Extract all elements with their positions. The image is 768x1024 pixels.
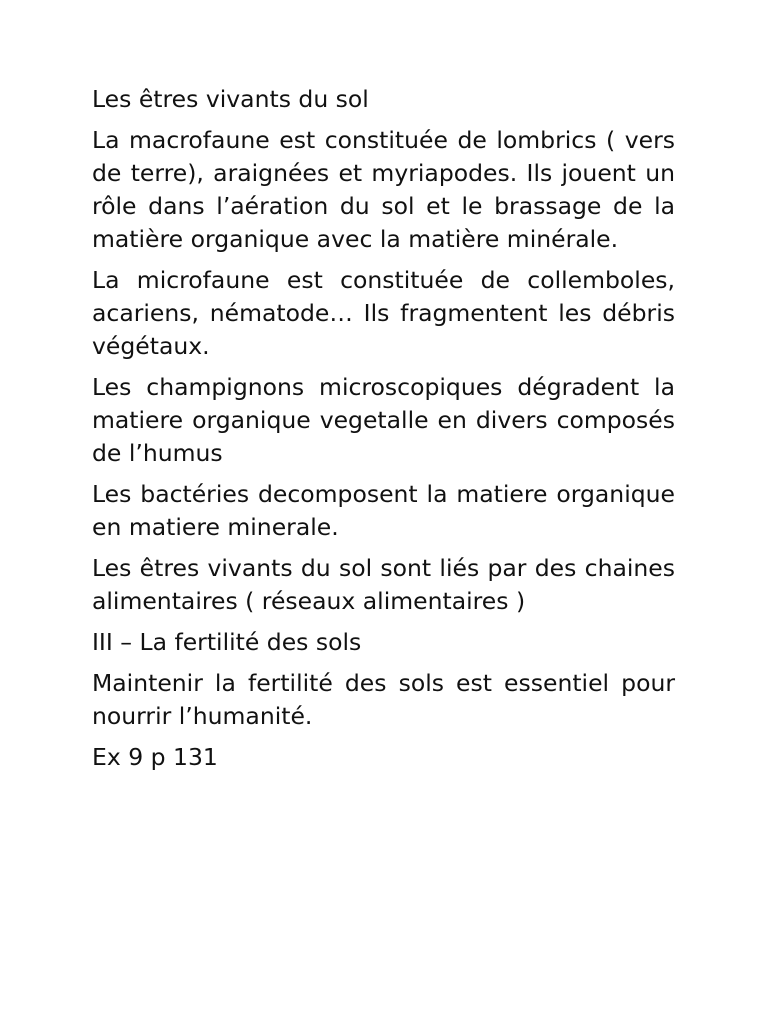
section-title: Les êtres vivants du sol xyxy=(92,85,369,113)
paragraph-chaines-alimentaires: Les êtres vivants du sol sont liés par des chaines alimentaires ( réseaux alimentaires ) xyxy=(92,554,675,615)
paragraph-champignons: Les champignons microscopiques dégradent la matiere organique vegetalle en divers composés de l’humus xyxy=(92,373,675,467)
document-body xyxy=(92,83,675,782)
exercise-reference: Ex 9 p 131 xyxy=(92,743,218,771)
paragraph-fertilite: Maintenir la fertilité des sols est essentiel pour nourrir l’humanité. xyxy=(92,669,675,730)
paragraph-microfaune: La microfaune est constituée de collemboles, acariens, nématode… Ils fragmentent les débris végétaux. xyxy=(92,266,675,360)
section-heading-fertilite: III – La fertilité des sols xyxy=(92,628,362,656)
paragraph-bacteries: Les bactéries decomposent la matiere organique en matiere minerale. xyxy=(92,480,675,541)
paragraph-macrofaune: La macrofaune est constituée de lombrics ( vers de terre), araignées et myriapodes. Ils jouent un rôle dans l’aération du sol et le brassage de la matière organique avec la matière minérale. xyxy=(92,126,675,253)
